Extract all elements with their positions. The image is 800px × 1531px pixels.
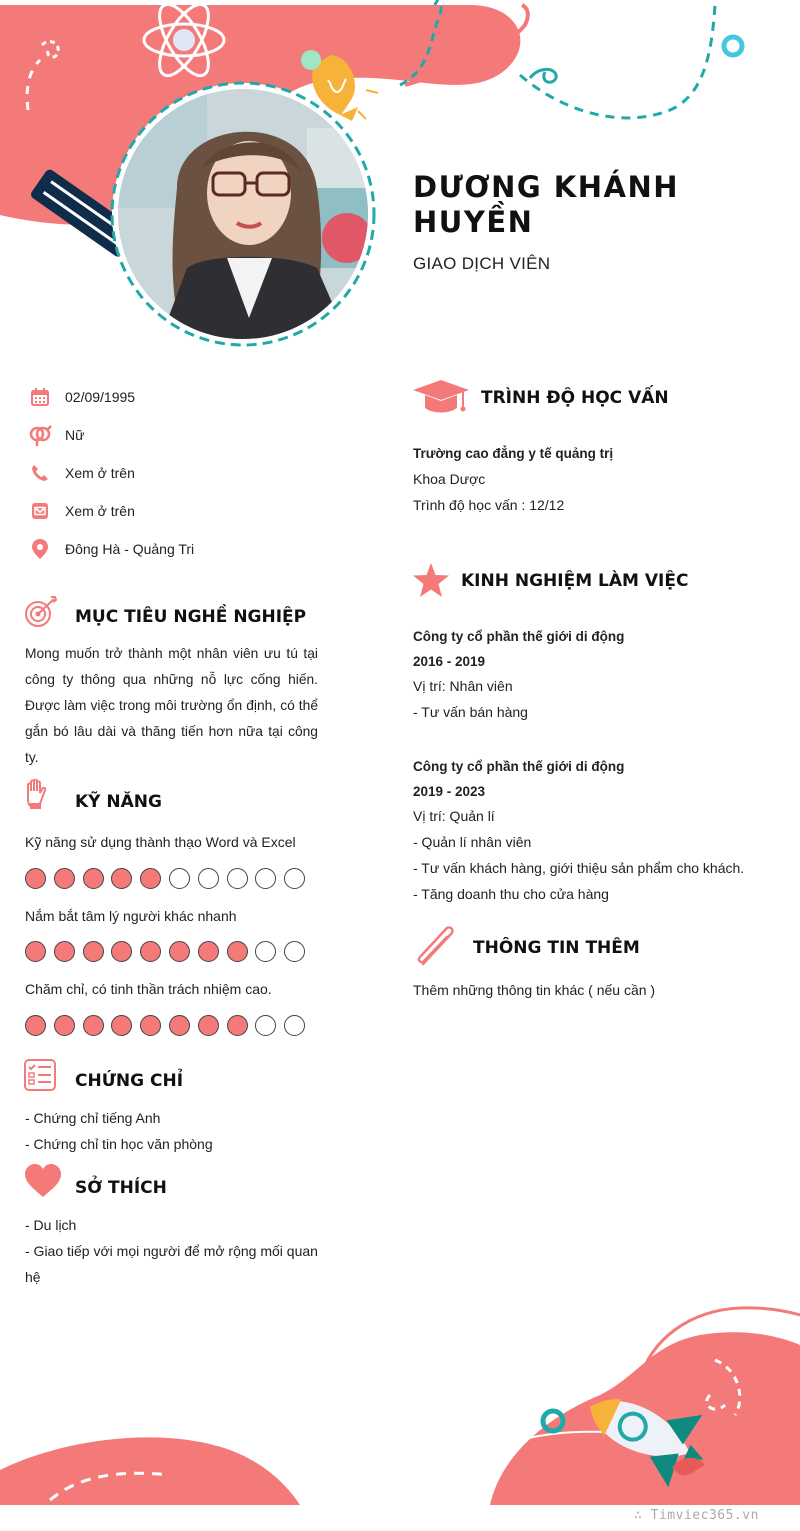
contact-email: [28, 499, 135, 523]
hobby-item: hệ: [25, 1269, 41, 1285]
skill-name: Nắm bắt tâm lý người khác nhanh: [25, 908, 237, 924]
checklist-icon: [24, 1059, 56, 1096]
skill-rating: [25, 868, 305, 890]
hobby-item: - Du lịch: [25, 1217, 77, 1233]
rating-dot-empty: [255, 868, 276, 889]
rating-dot-filled: [140, 941, 161, 962]
job-detail: Vị trí: Quản lí: [413, 808, 495, 824]
contact-birthday: [28, 385, 136, 409]
rating-dot-empty: [255, 941, 276, 962]
hobbies-title: SỞ THÍCH: [75, 1178, 167, 1198]
rating-dot-filled: [111, 1015, 132, 1036]
skill-name: Chăm chỉ, có tinh thần trách nhiệm cao.: [25, 981, 272, 997]
rating-dot-filled: [83, 868, 104, 889]
rating-dot-empty: [169, 868, 190, 889]
rating-dot-filled: [111, 941, 132, 962]
phone-icon: [28, 461, 52, 485]
paperclip-icon: [415, 926, 459, 973]
certificates-title: CHỨNG CHỈ: [75, 1071, 184, 1091]
address-value: Đông Hà - Quảng Tri: [65, 541, 195, 557]
education-faculty: Khoa Dược: [413, 471, 486, 487]
graduation-cap-icon: [413, 380, 469, 419]
rating-dot-empty: [227, 868, 248, 889]
contact-phone: [28, 461, 135, 485]
rating-dot-filled: [227, 941, 248, 962]
objective-text: Mong muốn trở thành một nhân viên ưu tú tại công ty thông qua những nỗ lực cống hiến. Được làm việc trong môi trường ổn định, có thể gắn bó lâu dài và thăng tiến hơn nữa tại công ty.: [25, 646, 318, 765]
rating-dot-filled: [140, 1015, 161, 1036]
rating-dot-empty: [284, 1015, 305, 1036]
certificate-item: - Chứng chỉ tiếng Anh: [25, 1110, 161, 1126]
heart-icon: [24, 1164, 62, 1203]
skill-rating: [25, 941, 305, 963]
job-detail: Vị trí: Nhân viên: [413, 678, 513, 694]
education-school: Trường cao đẳng y tế quảng trị: [413, 446, 614, 461]
email-icon: [28, 499, 52, 523]
rating-dot-filled: [169, 1015, 190, 1036]
target-icon: [24, 596, 58, 635]
education-level: Trình độ học vấn : 12/12: [413, 497, 565, 513]
experience-title: KINH NGHIỆM LÀM VIỆC: [461, 571, 689, 591]
profile-photo: [117, 88, 369, 340]
birthday-value: 02/09/1995: [65, 389, 136, 405]
skill-rating: [25, 1015, 305, 1037]
certificate-item: - Chứng chỉ tin học văn phòng: [25, 1136, 213, 1152]
rating-dot-filled: [111, 868, 132, 889]
rating-dot-filled: [227, 1015, 248, 1036]
email-value: Xem ở trên: [65, 503, 135, 519]
bottom-decoration: [0, 1290, 800, 1531]
rating-dot-empty: [284, 868, 305, 889]
job-company: Công ty cổ phần thế giới di động: [413, 759, 625, 774]
objective-title: MỤC TIÊU NGHỀ NGHIỆP: [75, 607, 307, 627]
job-detail: - Tư vấn bán hàng: [413, 704, 528, 720]
job-company: Công ty cổ phần thế giới di động: [413, 629, 625, 644]
gender-value: Nữ: [65, 427, 85, 443]
rating-dot-filled: [198, 1015, 219, 1036]
hand-icon: [24, 779, 48, 816]
rating-dot-filled: [25, 868, 46, 889]
rating-dot-empty: [284, 941, 305, 962]
star-icon: [413, 563, 449, 602]
calendar-icon: [28, 385, 52, 409]
job-detail: - Quản lí nhân viên: [413, 834, 532, 850]
rating-dot-filled: [83, 1015, 104, 1036]
watermark: ∴ Timviec365.vn: [634, 1508, 759, 1523]
job-detail: - Tư vấn khách hàng, giới thiệu sản phẩm cho khách.: [413, 860, 745, 876]
name-line-2: HUYỀN: [413, 205, 534, 239]
job-detail: - Tăng doanh thu cho cửa hàng: [413, 886, 609, 902]
location-pin-icon: [28, 537, 52, 561]
hobby-item: - Giao tiếp với mọi người để mở rộng mối quan: [25, 1243, 318, 1259]
job-period: 2016 - 2019: [413, 654, 486, 669]
skills-title: KỸ NĂNG: [75, 792, 162, 812]
extra-text: Thêm những thông tin khác ( nếu cần ): [413, 982, 656, 998]
education-title: TRÌNH ĐỘ HỌC VẤN: [481, 388, 669, 408]
rating-dot-filled: [54, 1015, 75, 1036]
rating-dot-filled: [25, 1015, 46, 1036]
rating-dot-filled: [54, 868, 75, 889]
phone-value: Xem ở trên: [65, 465, 135, 481]
contact-address: [28, 537, 195, 561]
rating-dot-filled: [169, 941, 190, 962]
job-period: 2019 - 2023: [413, 784, 486, 799]
name-line-1: DƯƠNG KHÁNH: [413, 170, 680, 204]
extra-title: THÔNG TIN THÊM: [473, 938, 640, 958]
rating-dot-empty: [255, 1015, 276, 1036]
rating-dot-filled: [83, 941, 104, 962]
rating-dot-empty: [198, 868, 219, 889]
rating-dot-filled: [140, 868, 161, 889]
job-title: GIAO DỊCH VIÊN: [413, 254, 551, 273]
contact-gender: [28, 423, 85, 447]
rating-dot-filled: [25, 941, 46, 962]
rating-dot-filled: [54, 941, 75, 962]
rating-dot-filled: [198, 941, 219, 962]
gender-icon: [28, 423, 52, 447]
skill-name: Kỹ năng sử dụng thành thạo Word và Excel: [25, 834, 296, 850]
candidate-name: [413, 170, 743, 240]
